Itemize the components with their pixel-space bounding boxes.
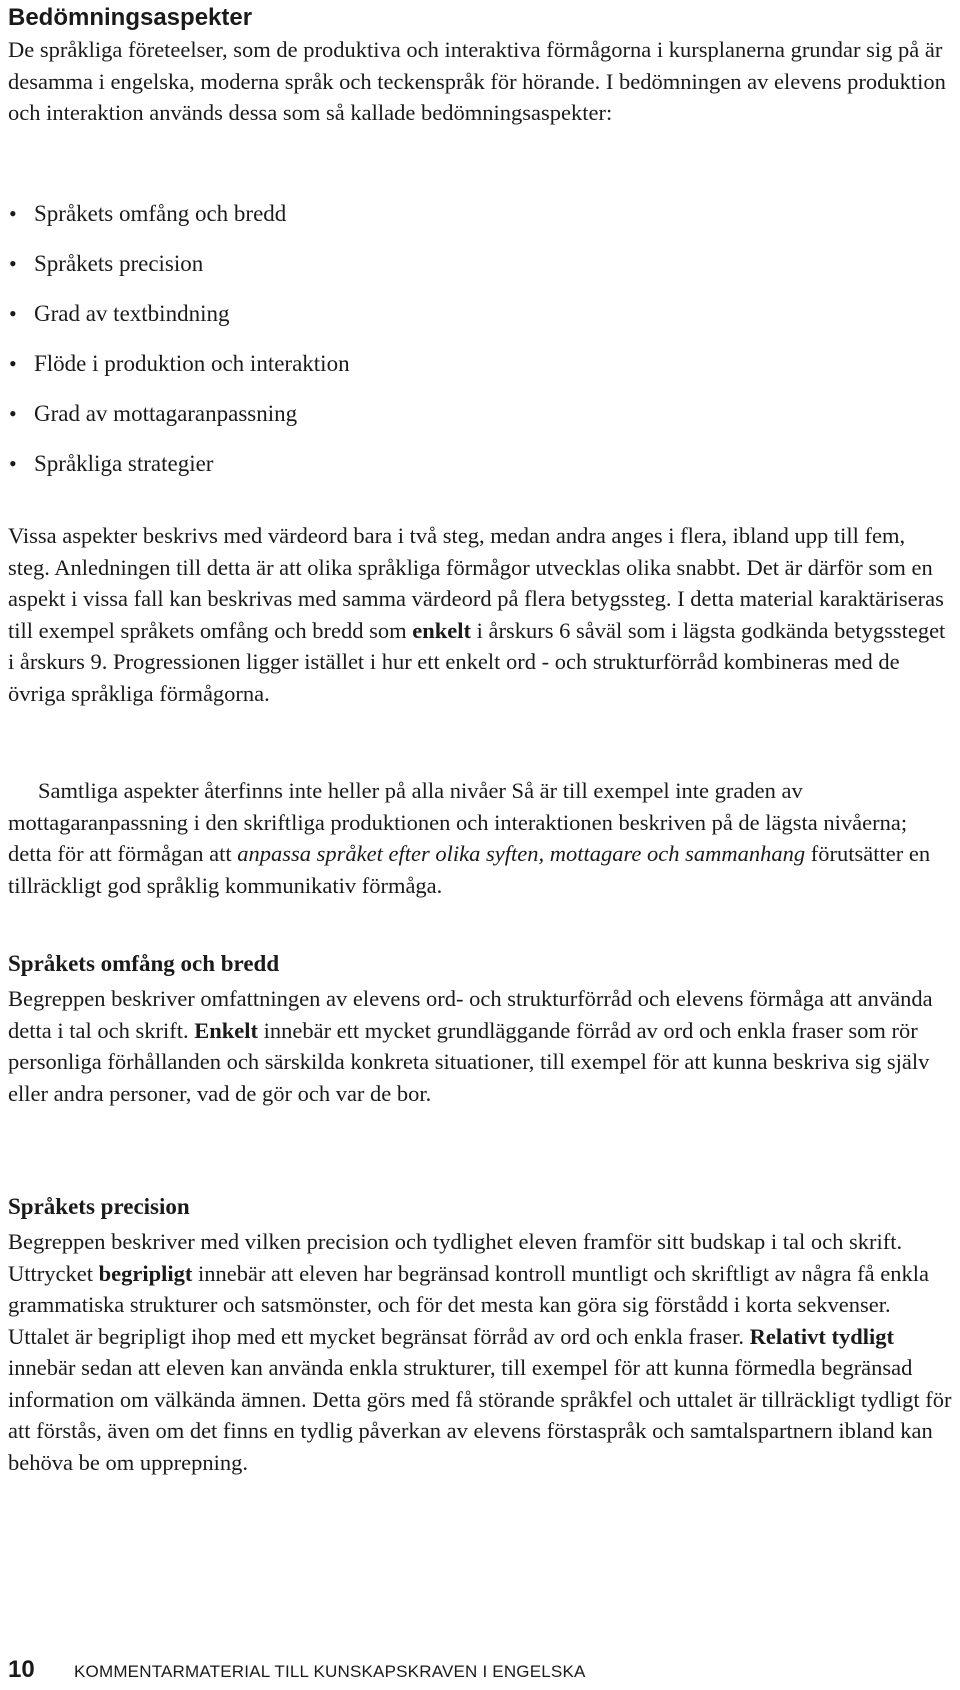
- aspects-list: [8, 199, 350, 499]
- keyword-begripligt: begripligt: [98, 1260, 193, 1286]
- bullet-icon: •: [9, 201, 17, 226]
- bullet-icon: •: [9, 301, 17, 326]
- keyword-enkelt: enkelt: [412, 617, 472, 643]
- paragraph-levels: Samtliga aspekter återfinns inte heller på alla nivåer Så är till exempel inte graden av mottagaranpassning i den skriftliga produktionen och interaktionen beskriven på de lägsta nivåerna; detta för att förmågan att anpassa språket efter olika syften, mottagare och sammanhang förutsätter en tillräckligt god språklig kommunikativ förmåga.: [8, 778, 931, 898]
- paragraph-value-words: Vissa aspekter beskrivs med värdeord bara i två steg, medan andra anges i flera, ibland upp till fem, steg. Anledningen till detta är att olika språkliga förmågor utvecklas olika snabbt. Det är därför som en aspekt i vissa fall kan beskrivas med samma värdeord på flera betygssteg. I detta material karaktäriseras till exempel språkets omfång och bredd som enkelt i årskurs 6 såväl som i lägsta godkända betygssteget i årskurs 9. Progressionen ligger istället i hur ett enkelt ord - och strukturförråd kombineras med de övriga språkliga förmågorna.: [8, 523, 946, 706]
- keyword-relativt-tydligt: Relativt tydligt: [749, 1323, 894, 1349]
- heading-omfang: Språkets omfång och bredd: [8, 951, 280, 976]
- bullet-icon: •: [9, 451, 17, 476]
- list-item: • Språkets precision: [8, 249, 350, 299]
- page-footer: [8, 1656, 586, 1684]
- page-number: 10: [8, 1656, 35, 1683]
- bullet-icon: •: [9, 401, 17, 426]
- list-item: • Grad av textbindning: [8, 299, 350, 349]
- footer-title: KOMMENTARMATERIAL TILL KUNSKAPSKRAVEN I ENGELSKA: [74, 1662, 586, 1681]
- list-item: • Grad av mottagaranpassning: [8, 399, 350, 449]
- section-title: Bedömningsaspekter: [8, 4, 253, 31]
- keyword-enkelt-2: Enkelt: [194, 1017, 258, 1043]
- list-item: • Språkets omfång och bredd: [8, 199, 350, 249]
- bullet-icon: •: [9, 251, 17, 276]
- intro-paragraph: De språkliga företeelser, som de produktiva och interaktiva förmågorna i kursplanerna grundar sig på är desamma i engelska, moderna språk och teckenspråk för hörande. I bedömningen av elevens produktion och interaktion används dessa som så kallade bedömningsaspekter:: [8, 37, 946, 125]
- paragraph-omfang: Begreppen beskriver omfattningen av elevens ord- och strukturförråd och elevens förmåga att använda detta i tal och skrift. Enkelt innebär ett mycket grundläggande förråd av ord och enkla fraser som rör personliga förhållanden och särskilda konkreta situationer, till exempel för att kunna beskriva sig själv eller andra personer, vad de gör och var de bor.: [8, 986, 933, 1106]
- heading-precision: Språkets precision: [8, 1194, 190, 1219]
- list-item: • Flöde i produktion och interaktion: [8, 349, 350, 399]
- paragraph-precision: Begreppen beskriver med vilken precision och tydlighet eleven framför sitt budskap i tal och skrift. Uttrycket begripligt innebär att eleven har begränsad kontroll muntligt och skriftligt av några få enkla grammatiska strukturer och satsmönster, och för det mesta kan göra sig förstådd i korta sekvenser. Uttalet är begripligt ihop med ett mycket begränsat förråd av ord och enkla fraser. Relativt tydligt innebär sedan att eleven kan använda enkla strukturer, till exempel för att kunna förmedla begränsad information om välkända ämnen. Detta görs med få störande språkfel och uttalet är tillräckligt tydligt för att förstås, även om det finns en tydlig påverkan av elevens förstaspråk och samtalspartnern ibland kan behöva be om upprepning.: [8, 1229, 952, 1475]
- list-item: • Språkliga strategier: [8, 449, 350, 499]
- bullet-icon: •: [9, 351, 17, 376]
- italic-phrase: anpassa språket efter olika syften, mottagare och sammanhang: [237, 841, 806, 866]
